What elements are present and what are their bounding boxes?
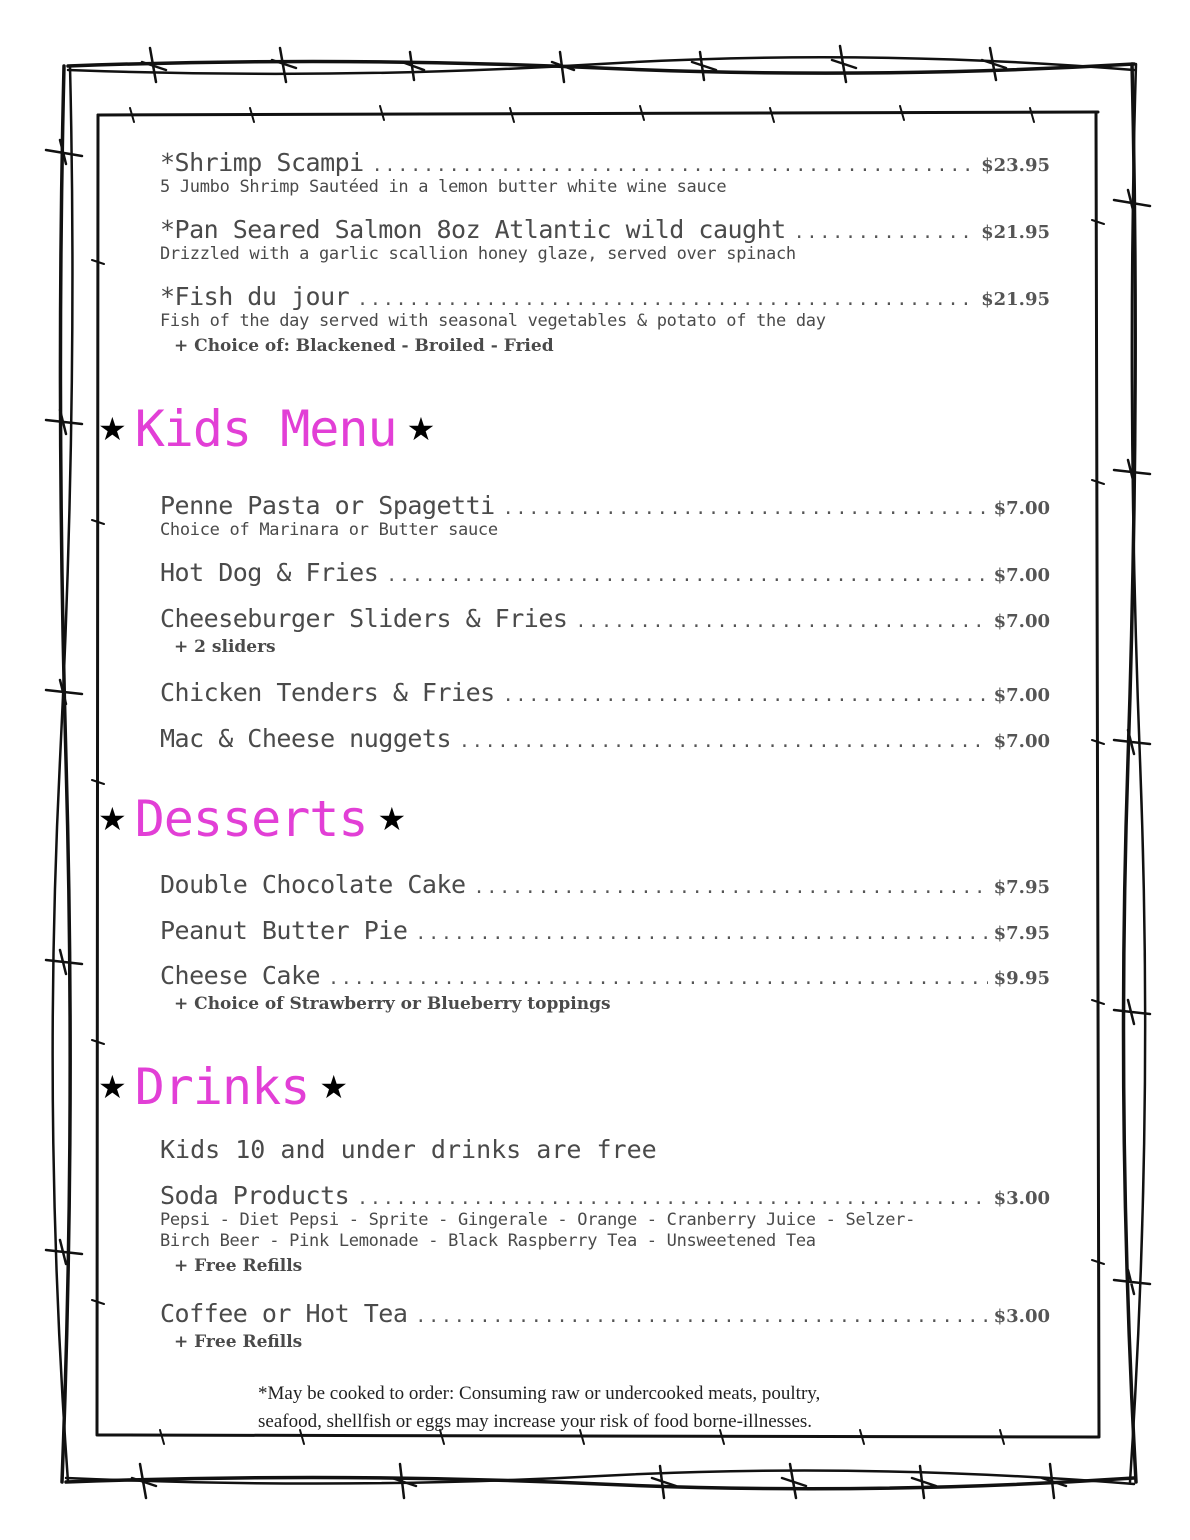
menu-item-double-chocolate-cake: [160, 870, 1050, 899]
item-description: Birch Beer - Pink Lemonade - Black Raspberry Tea - Unsweetened Tea: [160, 1231, 816, 1251]
leader-dots: [328, 968, 988, 989]
leader-dots: [459, 731, 988, 752]
item-price: $7.95: [993, 877, 1050, 898]
item-name: Hot Dog & Fries: [160, 558, 379, 587]
star-icon: ★: [377, 800, 407, 838]
menu-item-chicken-tenders: [160, 678, 1050, 707]
menu-item-peanut-butter-pie: [160, 916, 1050, 945]
leader-dots: [415, 1306, 987, 1327]
item-name: *Pan Seared Salmon 8oz Atlantic wild caught: [160, 215, 786, 244]
menu-item-coffee-hot-tea: [160, 1299, 1050, 1352]
section-title: Desserts: [134, 790, 368, 848]
item-price: $7.00: [993, 565, 1050, 586]
item-name: Cheeseburger Sliders & Fries: [160, 604, 568, 633]
item-price: $7.00: [993, 498, 1050, 519]
item-name: Mac & Cheese nuggets: [160, 724, 452, 753]
section-heading-desserts: [98, 790, 406, 848]
item-price: $9.95: [993, 968, 1050, 989]
food-safety-disclaimer: [258, 1380, 978, 1436]
item-name: Coffee or Hot Tea: [160, 1299, 408, 1328]
menu-item-cheeseburger-sliders: [160, 604, 1050, 657]
menu-item-cheese-cake: [160, 961, 1050, 1014]
star-icon: ★: [98, 1068, 127, 1106]
leader-dots: [372, 155, 975, 176]
item-name: *Fish du jour: [160, 282, 350, 311]
menu-item-penne-pasta: [160, 491, 1050, 541]
item-name: *Shrimp Scampi: [160, 148, 364, 177]
item-name: Chicken Tenders & Fries: [160, 678, 495, 707]
menu-item-shrimp-scampi: [160, 148, 1050, 198]
item-description: Pepsi - Diet Pepsi - Sprite - Gingerale - Orange - Cranberry Juice - Selzer-: [160, 1210, 916, 1230]
item-price: $3.00: [993, 1306, 1050, 1327]
item-note: + Choice of Strawberry or Blueberry toppings: [174, 994, 611, 1014]
disclaimer-line: seafood, shellfish or eggs may increase your risk of food borne-illnesses.: [258, 1411, 813, 1432]
star-icon: ★: [319, 1068, 348, 1106]
leader-dots: [794, 222, 975, 243]
menu-item-mac-cheese-nuggets: [160, 724, 1050, 753]
item-price: $7.95: [993, 923, 1050, 944]
menu-item-hot-dog: [160, 558, 1050, 587]
leader-dots: [474, 877, 988, 898]
item-note: + Free Refills: [174, 1256, 303, 1276]
leader-dots: [415, 923, 987, 944]
section-title: Drinks: [134, 1058, 310, 1116]
section-heading-drinks: [98, 1058, 348, 1116]
item-name: Penne Pasta or Spagetti: [160, 491, 495, 520]
item-name: Peanut Butter Pie: [160, 916, 408, 945]
item-description: Drizzled with a garlic scallion honey glaze, served over spinach: [160, 244, 796, 264]
leader-dots: [575, 611, 987, 632]
section-heading-kids-menu: [98, 400, 435, 458]
menu-item-soda-products: [160, 1181, 1050, 1276]
item-description: Fish of the day served with seasonal vegetables & potato of the day: [160, 311, 826, 331]
item-price: $23.95: [981, 155, 1050, 176]
leader-dots: [503, 685, 988, 706]
section-title: Kids Menu: [134, 400, 397, 458]
item-description: 5 Jumbo Shrimp Sautéed in a lemon butter white wine sauce: [160, 177, 727, 197]
item-price: $7.00: [993, 731, 1050, 752]
star-icon: ★: [98, 410, 127, 448]
menu-item-pan-seared-salmon: [160, 215, 1050, 265]
item-price: $7.00: [993, 611, 1050, 632]
drinks-free-note: Kids 10 and under drinks are free: [160, 1135, 657, 1164]
item-price: $3.00: [993, 1188, 1050, 1209]
item-note: + Free Refills: [174, 1332, 303, 1352]
leader-dots: [357, 1188, 987, 1209]
menu-item-fish-du-jour: [160, 282, 1050, 356]
disclaimer-line: *May be cooked to order: Consuming raw or undercooked meats, poultry,: [258, 1383, 821, 1404]
item-name: Cheese Cake: [160, 961, 321, 990]
item-name: Double Chocolate Cake: [160, 870, 466, 899]
star-icon: ★: [406, 410, 436, 448]
item-name: Soda Products: [160, 1181, 350, 1210]
star-icon: ★: [98, 800, 127, 838]
leader-dots: [386, 565, 987, 586]
leader-dots: [357, 289, 975, 310]
item-note: + 2 sliders: [174, 637, 276, 657]
leader-dots: [503, 498, 988, 519]
item-price: $21.95: [981, 222, 1050, 243]
item-price: $7.00: [993, 685, 1050, 706]
item-price: $21.95: [981, 289, 1050, 310]
item-description: Choice of Marinara or Butter sauce: [160, 520, 498, 540]
item-note: + Choice of: Blackened - Broiled - Fried: [174, 336, 554, 356]
